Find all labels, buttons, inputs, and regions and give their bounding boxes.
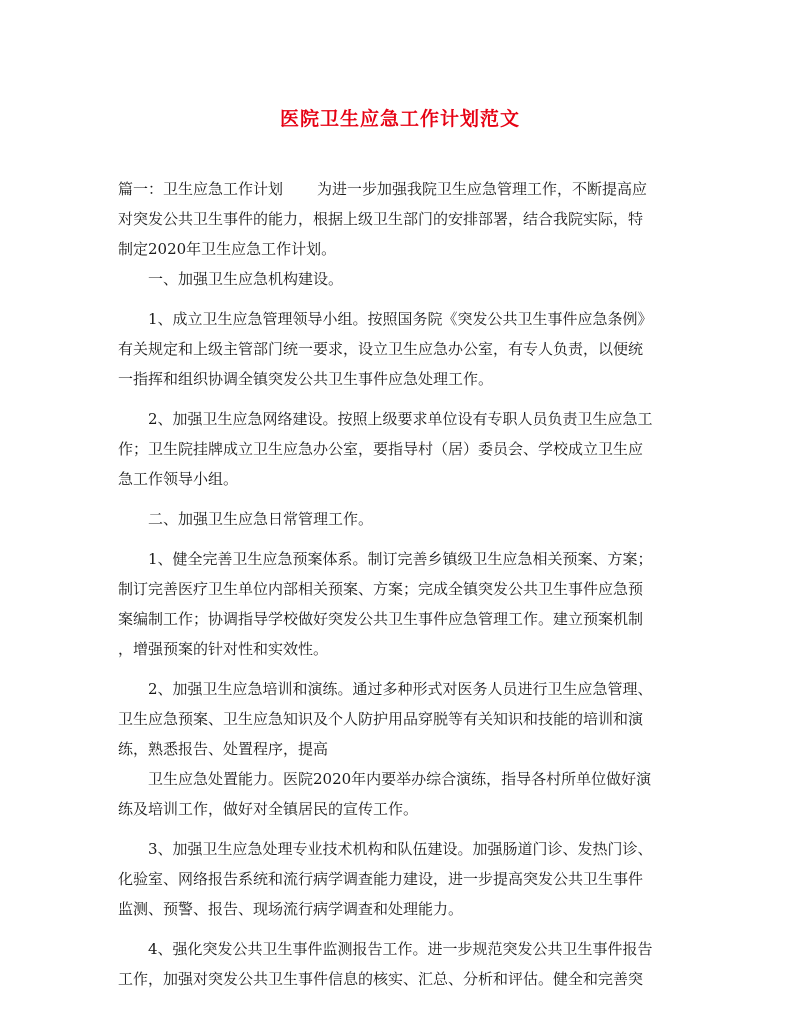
text-line: 有关规定和上级主管部门统一要求，设立卫生应急办公室，有专人负责，以便统 bbox=[118, 340, 644, 358]
text-line: 3、加强卫生应急处理专业技术机构和队伍建设。加强肠道门诊、发热门诊、 bbox=[148, 840, 653, 858]
text-line: 2、加强卫生应急培训和演练。通过多种形式对医务人员进行卫生应急管理、 bbox=[148, 680, 653, 698]
text-line: 案编制工作；协调指导学校做好突发公共卫生事件应急管理工作。建立预案机制 bbox=[118, 610, 644, 628]
paragraph-2-4 bbox=[118, 934, 678, 994]
paragraph-1-1 bbox=[118, 304, 678, 394]
section-heading-2 bbox=[118, 504, 678, 534]
paragraph-2-2-continued bbox=[118, 764, 678, 824]
text-line: 急工作领导小组。 bbox=[118, 470, 239, 488]
paragraph-2-2 bbox=[118, 674, 678, 764]
document-title: 医院卫生应急工作计划范文 bbox=[279, 108, 520, 130]
paragraph-2-3 bbox=[118, 834, 678, 924]
text-line: 一、加强卫生应急机构建设。 bbox=[148, 270, 344, 288]
text-line: 练，熟悉报告、处置程序，提高 bbox=[118, 740, 329, 758]
paragraph-1-2 bbox=[118, 404, 678, 494]
text-line: 对突发公共卫生事件的能力，根据上级卫生部门的安排部署，结合我院实际，特 bbox=[118, 210, 644, 228]
section-heading: 篇一：卫生应急工作计划 bbox=[118, 180, 284, 198]
text-line bbox=[118, 174, 678, 204]
section-heading-1 bbox=[118, 264, 678, 294]
text-line: 2、加强卫生应急网络建设。按照上级要求单位设有专职人员负责卫生应急工 bbox=[148, 410, 653, 428]
text-line: 1、健全完善卫生应急预案体系。制订完善乡镇级卫生应急相关预案、方案； bbox=[148, 550, 653, 568]
text-line: 制定2020年卫生应急工作计划。 bbox=[118, 240, 337, 258]
document-body bbox=[118, 174, 678, 994]
text-line: 4、强化突发公共卫生事件监测报告工作。进一步规范突发公共卫生事件报告 bbox=[148, 940, 653, 958]
text-line: 工作，加强对突发公共卫生事件信息的核实、汇总、分析和评估。健全和完善突 bbox=[118, 970, 644, 988]
text-line: 一指挥和组织协调全镇突发公共卫生事件应急处理工作。 bbox=[118, 370, 494, 388]
paragraph-2-1 bbox=[118, 544, 678, 664]
text-line: 作；卫生院挂牌成立卫生应急办公室，要指导村（居）委员会、学校成立卫生应 bbox=[118, 440, 644, 458]
text-line: 练及培训工作，做好对全镇居民的宣传工作。 bbox=[118, 800, 419, 818]
paragraph-intro bbox=[118, 174, 678, 264]
text-line-segment: 为进一步加强我院卫生应急管理工作，不断提高应 bbox=[317, 180, 648, 198]
text-line: 二、加强卫生应急日常管理工作。 bbox=[148, 510, 374, 528]
text-line: 卫生应急处置能力。医院2020年内要举办综合演练，指导各村所单位做好演 bbox=[148, 770, 652, 788]
text-line: 制订完善医疗卫生单位内部相关预案、方案；完成全镇突发公共卫生事件应急预 bbox=[118, 580, 644, 598]
text-line: 1、成立卫生应急管理领导小组。按照国务院《突发公共卫生事件应急条例》 bbox=[148, 310, 653, 328]
text-line: 化验室、网络报告系统和流行病学调查能力建设，进一步提高突发公共卫生事件 bbox=[118, 870, 644, 888]
text-line: 监测、预警、报告、现场流行病学调查和处理能力。 bbox=[118, 900, 464, 918]
text-line: ，增强预案的针对性和实效性。 bbox=[118, 640, 329, 658]
text-line: 卫生应急预案、卫生应急知识及个人防护用品穿脱等有关知识和技能的培训和演 bbox=[118, 710, 644, 728]
